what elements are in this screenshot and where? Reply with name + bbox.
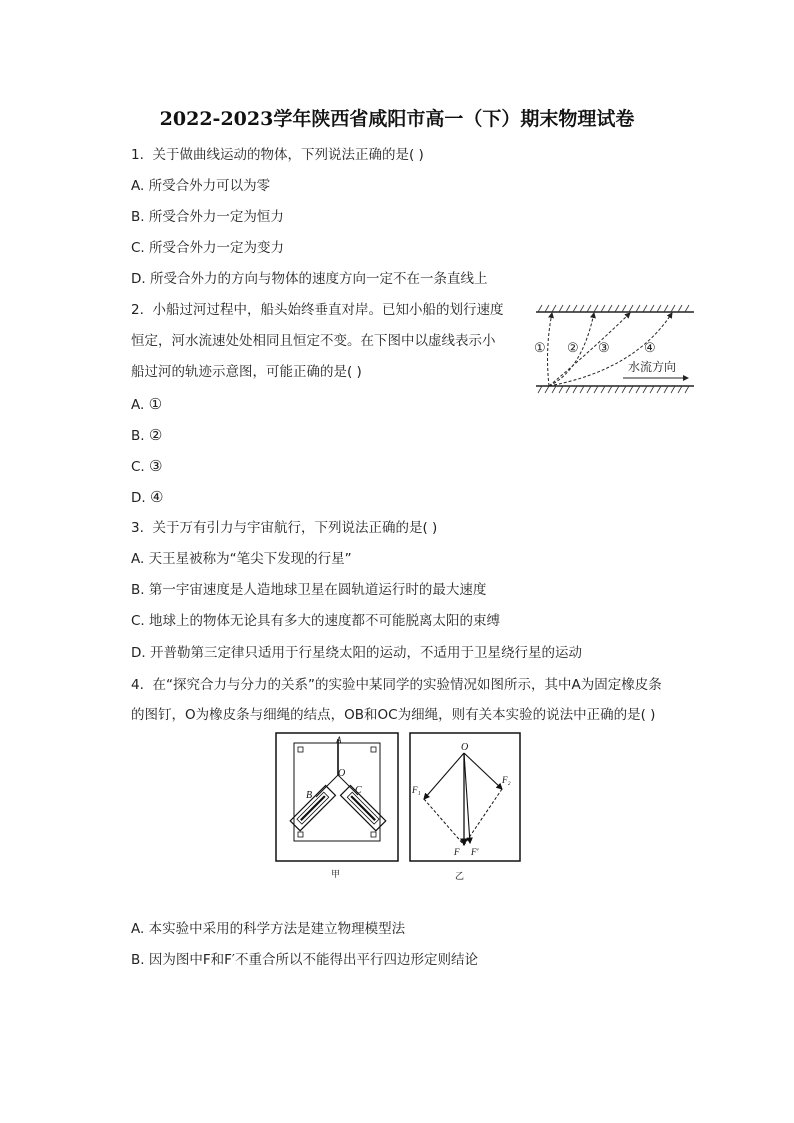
label-b: B bbox=[306, 790, 313, 801]
option-text: ② bbox=[148, 426, 163, 444]
option-text: 所受合外力的方向与物体的速度方向一定不在一条直线上 bbox=[149, 271, 488, 287]
caption-yi: 乙 bbox=[455, 871, 465, 881]
corner-pin-tr bbox=[371, 747, 376, 752]
question-3-stem bbox=[131, 519, 437, 537]
option-label: D. bbox=[131, 271, 146, 287]
option-label: A. bbox=[131, 397, 145, 413]
page-title: 2022-2023学年陕西省咸阳市高一（下）期末物理试卷 bbox=[159, 108, 635, 130]
question-2-stem-line-1 bbox=[131, 301, 503, 319]
option-2b bbox=[131, 426, 162, 445]
option-text: ④ bbox=[149, 488, 164, 506]
option-label: D. bbox=[131, 490, 146, 506]
option-label: A. bbox=[131, 551, 145, 567]
question-4-stem-line-1 bbox=[131, 676, 662, 694]
corner-pin-br bbox=[371, 832, 376, 837]
vector-f2 bbox=[464, 753, 502, 789]
question-4-stem-line-2: 的图钉，O为橡皮条与细绳的结点，OB和OC为细绳，则有关本实验的说法中正确的是( ) bbox=[131, 707, 656, 723]
flow-direction-label: 水流方向 bbox=[628, 360, 677, 374]
path-label-3: ③ bbox=[598, 340, 610, 355]
option-2a bbox=[131, 395, 162, 414]
spring-scale-left bbox=[290, 786, 335, 831]
label-f2: F₂ bbox=[502, 775, 511, 785]
option-1c bbox=[131, 239, 284, 257]
path-label-4: ④ bbox=[644, 340, 656, 355]
option-label: A. bbox=[131, 178, 145, 194]
label-f1: F₁ bbox=[412, 785, 421, 795]
question-2-stem-line-2: 恒定，河水流速处处相同且恒定不变。在下图中以虚线表示小 bbox=[131, 333, 496, 349]
option-1d bbox=[131, 270, 487, 288]
option-label: B. bbox=[131, 209, 145, 225]
question-number: 2. bbox=[131, 302, 144, 318]
option-2d bbox=[131, 488, 163, 507]
option-3a bbox=[131, 550, 352, 568]
option-label: A. bbox=[131, 921, 145, 937]
caption-jia: 甲 bbox=[331, 869, 341, 879]
option-label: C. bbox=[131, 459, 145, 475]
option-text: 所受合外力一定为恒力 bbox=[148, 209, 284, 225]
top-bank-hatching bbox=[538, 305, 689, 312]
option-label: B. bbox=[131, 428, 145, 444]
label-o-yi: O bbox=[461, 742, 469, 753]
option-text: 因为图中F和F′不重合所以不能得出平行四边形定则结论 bbox=[148, 952, 478, 968]
river-crossing-figure bbox=[530, 300, 700, 398]
option-text: ① bbox=[148, 395, 163, 413]
question-number: 1. bbox=[131, 147, 144, 163]
corner-pin-bl bbox=[298, 832, 303, 837]
question-number: 3. bbox=[131, 520, 144, 536]
option-text: 第一宇宙速度是人造地球卫星在圆轨道运行时的最大速度 bbox=[148, 582, 487, 598]
spring-scale-right bbox=[341, 786, 386, 831]
string-ob bbox=[316, 775, 338, 797]
option-text: ③ bbox=[149, 457, 163, 475]
option-4b bbox=[131, 951, 478, 969]
option-4a bbox=[131, 920, 405, 938]
option-text: 地球上的物体无论具有多大的速度都不可能脱离太阳的束缚 bbox=[149, 613, 501, 629]
option-1a bbox=[131, 177, 270, 195]
question-2-stem-line-3: 船过河的轨迹示意图，可能正确的是( ) bbox=[131, 364, 362, 380]
option-text: 所受合外力可以为零 bbox=[148, 178, 271, 194]
label-o-jia: O bbox=[338, 768, 346, 779]
option-label: C. bbox=[131, 240, 145, 256]
option-3c bbox=[131, 612, 500, 630]
label-a: A bbox=[336, 735, 342, 745]
option-label: B. bbox=[131, 952, 145, 968]
parallelogram-side-1 bbox=[424, 799, 464, 845]
path-label-1: ① bbox=[534, 340, 546, 355]
question-text: 关于万有引力与宇宙航行，下列说法正确的是( ) bbox=[152, 520, 438, 536]
option-3b bbox=[131, 581, 486, 599]
label-c: C bbox=[355, 785, 362, 796]
force-experiment-figure bbox=[274, 731, 524, 883]
question-1-stem bbox=[131, 146, 424, 164]
vector-f1 bbox=[424, 753, 464, 799]
question-text: 关于做曲线运动的物体，下列说法正确的是( ) bbox=[152, 147, 424, 163]
option-text: 所受合外力一定为变力 bbox=[149, 240, 285, 256]
trajectory-1 bbox=[548, 313, 552, 386]
option-text: 本实验中采用的科学方法是建立物理模型法 bbox=[148, 921, 406, 937]
corner-pin-tl bbox=[298, 747, 303, 752]
option-label: B. bbox=[131, 582, 145, 598]
question-number: 4. bbox=[131, 677, 144, 693]
option-1b bbox=[131, 208, 284, 226]
option-label: D. bbox=[131, 645, 146, 661]
path-label-2: ② bbox=[567, 340, 579, 355]
parallelogram-side-2 bbox=[464, 789, 502, 845]
vector-f-prime bbox=[464, 753, 470, 843]
question-text: 在“探究合力与分力的关系”的实验中某同学的实验情况如图所示，其中A为固定橡皮条 bbox=[152, 677, 662, 693]
option-2c bbox=[131, 457, 162, 476]
label-f-prime: F′ bbox=[471, 847, 479, 857]
label-f: F bbox=[454, 847, 460, 857]
option-text: 开普勒第三定律只适用于行星绕太阳的运动，不适用于卫星绕行星的运动 bbox=[149, 645, 582, 661]
bottom-bank-hatching bbox=[538, 386, 689, 393]
question-text: 小船过河过程中，船头始终垂直对岸。已知小船的划行速度 bbox=[152, 302, 504, 318]
option-3d bbox=[131, 644, 582, 662]
option-text: 天王星被称为“笔尖下发现的行星” bbox=[148, 551, 352, 567]
option-label: C. bbox=[131, 613, 145, 629]
